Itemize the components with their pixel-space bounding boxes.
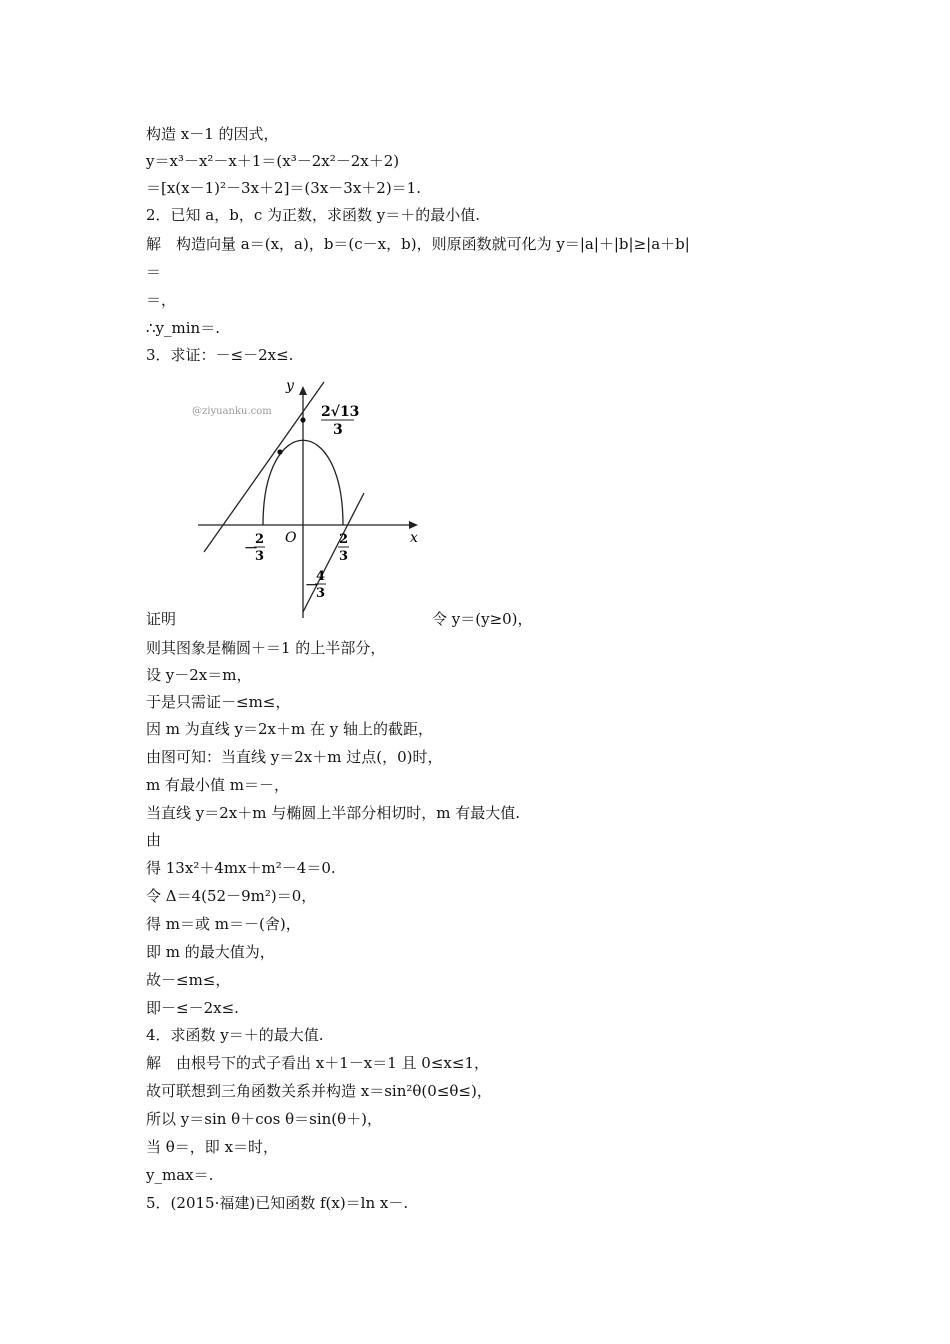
text-line: 得 13x²＋4mx＋m²－4＝0. [146, 859, 336, 877]
label-right-denominator: 3 [339, 549, 349, 564]
text-line: 由 [146, 831, 162, 849]
y-axis-arrow-icon [299, 386, 307, 395]
text-line: 故可联想到三角函数关系并构造 x＝sin²θ(0≤θ≤)， [146, 1082, 492, 1100]
y-axis-label: y [286, 378, 294, 394]
proof-label: 证明 [146, 610, 177, 628]
watermark: @ziyuanku.com [192, 406, 272, 417]
text-line: 当直线 y＝2x＋m 与椭圆上半部分相切时，m 有最大值. [146, 804, 520, 822]
origin-label: O [285, 530, 297, 546]
text-line: y_max＝. [146, 1166, 214, 1184]
text-line: m 有最小值 m＝－， [146, 776, 289, 794]
label-left-denominator: 3 [255, 549, 265, 564]
problem-5: 5．(2015·福建)已知函数 f(x)＝ln x－. [146, 1194, 409, 1212]
label-top-numerator: 2√13 [321, 404, 360, 420]
text-line: 得 m＝或 m＝－(舍)， [146, 915, 301, 933]
text-line: ＝[x(x－1)²－3x＋2]＝(3x－3x＋2)＝1. [146, 179, 421, 197]
text-line: ＝ [146, 263, 162, 281]
label-left-numerator: 2 [255, 532, 265, 547]
label-left-sign: － [244, 541, 258, 557]
label-bottom-sign: － [305, 578, 319, 594]
text-line: 当 θ＝，即 x＝时， [146, 1138, 279, 1156]
lower-line [303, 493, 364, 612]
text-line: y＝x³－x²－x＋1＝(x³－2x²－2x＋2) [146, 152, 400, 170]
problem-2: 2．已知 a，b，c 为正数，求函数 y＝＋的最小值. [146, 206, 481, 224]
label-bottom-numerator: 4 [316, 569, 326, 584]
problem-3: 3．求证：－≤－2x≤. [146, 346, 294, 364]
problem-4: 4．求函数 y＝＋的最大值. [146, 1026, 324, 1044]
text-line: 设 y－2x＝m， [146, 666, 252, 684]
text-line: 于是只需证－≤m≤， [146, 693, 291, 711]
x-axis-label: x [410, 530, 418, 546]
text-line: 由图可知：当直线 y＝2x＋m 过点(，0)时， [146, 748, 443, 766]
ellipse-figure [190, 372, 430, 622]
text-line: ＝， [146, 291, 177, 309]
solution-4: 解 由根号下的式子看出 x＋1－x＝1 且 0≤x≤1， [146, 1054, 489, 1072]
text-line: ∴y_min＝. [146, 319, 220, 337]
text-line: 构造 x－1 的因式， [146, 125, 279, 143]
text-line: 令 y＝(y≥0)， [432, 610, 533, 628]
label-bottom-denominator: 3 [316, 586, 326, 601]
text-line: 所以 y＝sin θ＋cos θ＝sin(θ＋)， [146, 1110, 383, 1128]
solution-2: 解 构造向量 a＝(x，a)，b＝(c－x，b)，则原函数就可化为 y＝|a|＋|b|≥|a＋b| [146, 235, 690, 253]
x-axis-arrow-icon [409, 521, 418, 529]
text-line: 即 m 的最大值为， [146, 943, 275, 961]
text-line: 故－≤m≤， [146, 971, 231, 989]
text-line: 则其图象是椭圆＋＝1 的上半部分， [146, 639, 386, 657]
label-top-denominator: 3 [333, 422, 343, 438]
intercept-point [300, 417, 305, 422]
text-line: 令 Δ＝4(52－9m²)＝0， [146, 887, 317, 905]
text-line: 即－≤－2x≤. [146, 999, 239, 1017]
text-line: 因 m 为直线 y＝2x＋m 在 y 轴上的截距， [146, 720, 434, 738]
label-right-numerator: 2 [339, 532, 349, 547]
tangent-point [277, 449, 282, 454]
